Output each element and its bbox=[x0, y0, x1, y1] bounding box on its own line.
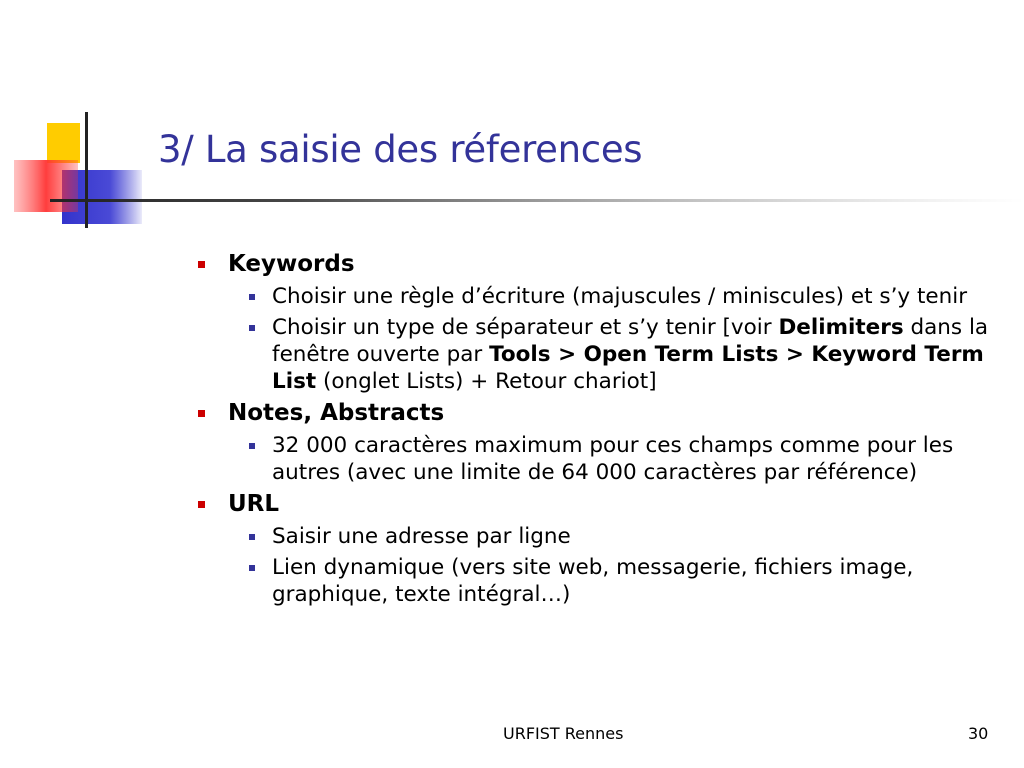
slide-number: 30 bbox=[968, 724, 989, 743]
yellow-square bbox=[47, 123, 80, 163]
sub-bullet-text: Saisir une adresse par ligne bbox=[272, 524, 571, 549]
bullet-label: URL bbox=[228, 491, 280, 517]
red-square bbox=[14, 160, 78, 212]
bullet-url bbox=[196, 490, 1006, 519]
sub-bullet-text: 32 000 caractères maximum pour ces champs comme pour les autres (avec une limite de 64 000 caractères par référence) bbox=[272, 433, 954, 485]
bullet-list bbox=[196, 246, 1006, 608]
square-bullet-icon bbox=[249, 443, 255, 449]
square-bullet-icon bbox=[198, 410, 205, 417]
sub-bullet bbox=[196, 314, 1006, 395]
sub-bullet-text: Choisir une règle d’écriture (majuscules / miniscules) et s’y tenir bbox=[272, 284, 968, 309]
square-bullet-icon bbox=[249, 534, 255, 540]
sub-bullet bbox=[196, 283, 1006, 310]
sub-bullet bbox=[196, 554, 1006, 608]
square-bullet-icon bbox=[249, 294, 255, 300]
horizontal-rule bbox=[50, 199, 1024, 202]
bullet-label: Notes, Abstracts bbox=[228, 400, 445, 426]
sub-bullet-bold-text: Delimiters bbox=[778, 315, 904, 340]
slide-title: 3/ La saisie des réferences bbox=[158, 128, 643, 171]
corner-decoration bbox=[0, 0, 1024, 240]
sub-bullet bbox=[196, 523, 1006, 550]
vertical-rule bbox=[85, 112, 88, 228]
sub-bullet-bold-text: Tools > Open Term Lists > Keyword Term List bbox=[272, 342, 984, 394]
bullet-keywords bbox=[196, 250, 1006, 279]
square-bullet-icon bbox=[198, 261, 205, 268]
bullet-label: Keywords bbox=[228, 251, 355, 277]
sub-bullet-text: Choisir un type de séparateur et s’y tenir [voir bbox=[272, 315, 779, 340]
sub-bullet-text: (onglet Lists) + Retour chariot] bbox=[316, 369, 657, 394]
bullet-notes-abstracts bbox=[196, 399, 1006, 428]
sub-bullet bbox=[196, 432, 1006, 486]
footer-text: URFIST Rennes bbox=[503, 724, 624, 743]
sub-bullet-text: dans la fenêtre ouverte par bbox=[272, 315, 989, 367]
sub-bullet-text: Lien dynamique (vers site web, messagerie, fichiers image, graphique, texte intégral…) bbox=[272, 555, 914, 607]
square-bullet-icon bbox=[249, 565, 255, 571]
square-bullet-icon bbox=[249, 325, 255, 331]
square-bullet-icon bbox=[198, 501, 205, 508]
